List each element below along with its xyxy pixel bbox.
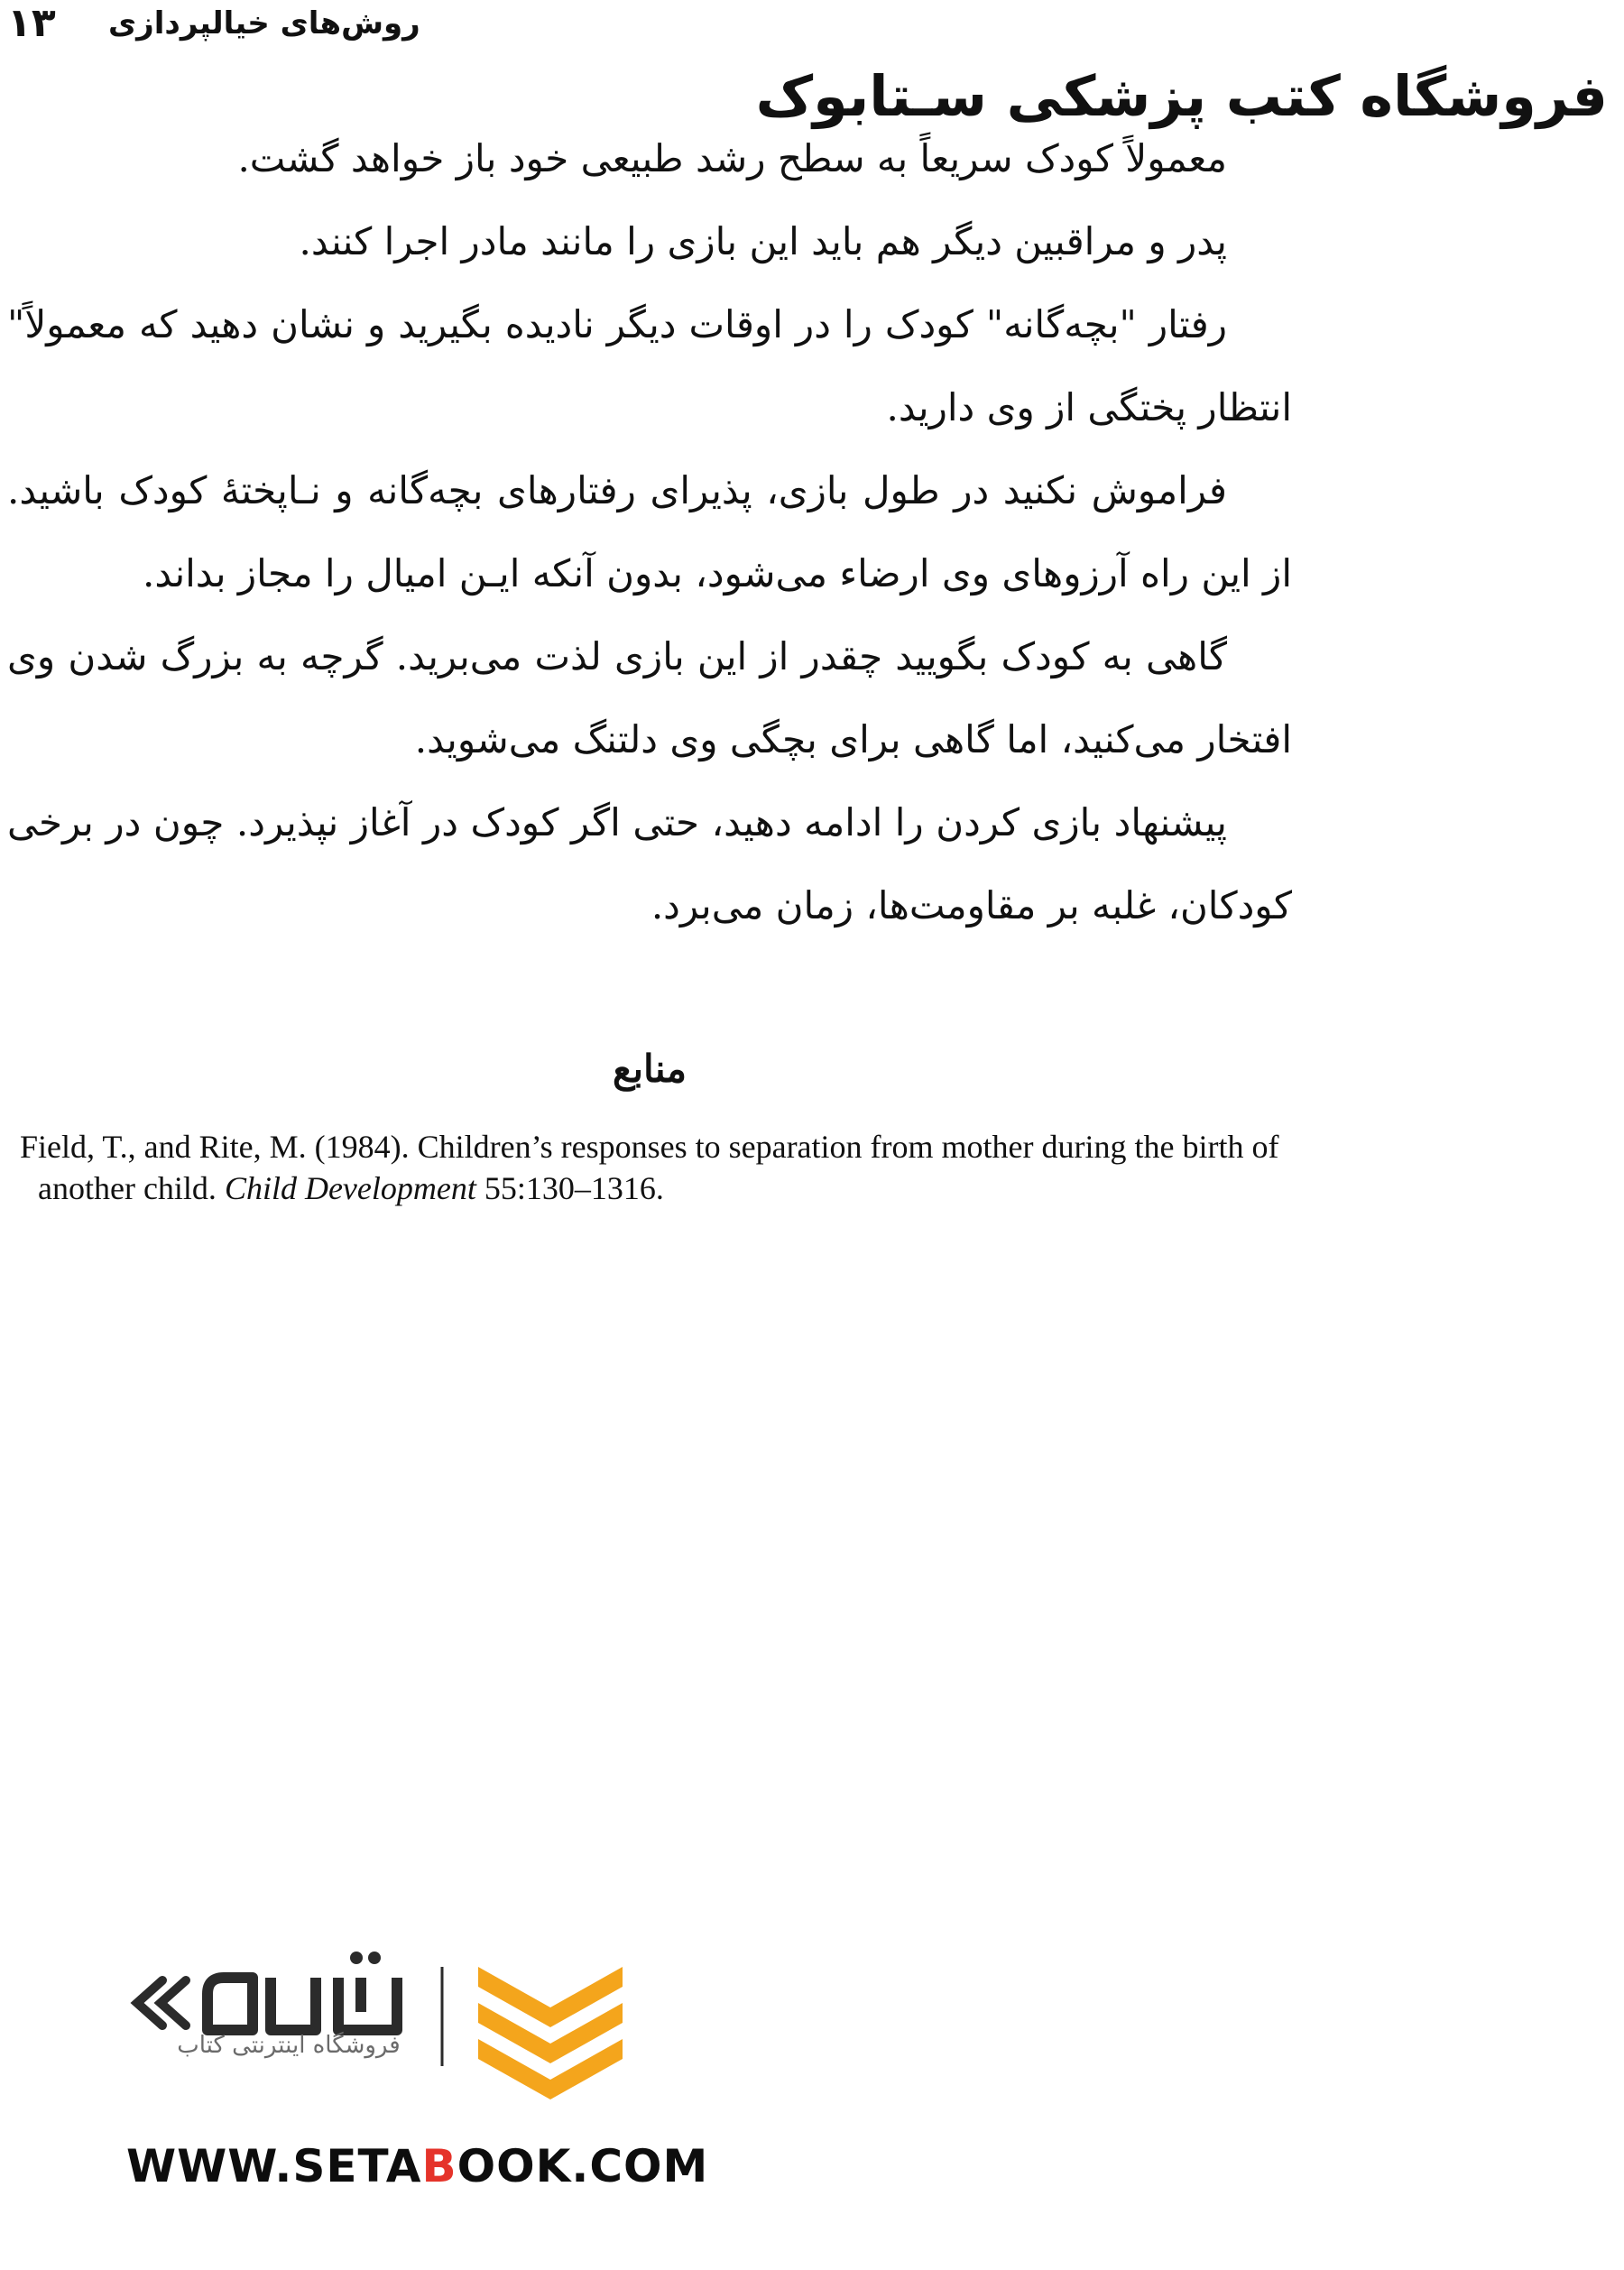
paragraph: معمولاً کودک سریعاً به سطح رشد طبیعی خود باز خواهد گشت. <box>237 136 1227 180</box>
book-chevron-icon <box>478 1967 623 2099</box>
reference-pages: 55:130–1316. <box>484 1170 664 1206</box>
setabook-logo <box>126 1931 709 2219</box>
running-header: روش‌های خیالپردازی <box>108 5 420 42</box>
reference-entry <box>20 1126 1301 1209</box>
paragraph: پیشنهاد بازی کردن را ادامه دهید، حتی اگر کودک در آغاز نپذیرد. چون در برخی کودکان، غلبه بر مقاومت‌ها، زمان می‌برد. <box>7 800 1292 927</box>
reference-journal: Child Development <box>224 1170 476 1206</box>
paragraph: گاهی به کودک بگویید چقدر از این بازی لذت می‌برید. گرچه به بزرگ شدن وی افتخار می‌کنید، اما گاهی برای بچگی وی دلتنگ می‌شوید. <box>7 634 1292 761</box>
reference-main: Field, T., and Rite, M. (1984). Children’s responses to separation from mother during the birth of another child. <box>20 1129 1279 1206</box>
chevron-left-icon <box>137 1980 186 2025</box>
store-watermark-banner: فروشگاه کتب پزشکی سـتابوک <box>755 63 1608 129</box>
paragraph: رفتار "بچه‌گانه" کودک را در اوقات دیگر نادیده بگیرید و نشان دهید که معمولاً" انتظار پختگی از وی دارید. <box>7 302 1292 429</box>
logo-url: WWW.SETABOOK.COM <box>126 2140 709 2192</box>
logo-subtitle: فروشگاه اینترنتی کتاب <box>177 2032 401 2059</box>
page-number: ۱۳ <box>7 0 56 46</box>
body-text <box>7 117 1292 947</box>
paragraph: فراموش نکنید در طول بازی، پذیرای رفتارهای بچه‌گانه و نـاپختهٔ کودک باشید. از این راه آرزوهای وی ارضاء می‌شود، بدون آنکه ایـن امیال را مجاز بداند. <box>7 468 1292 595</box>
references-heading: منابع <box>612 1047 687 1091</box>
brand-wordmark <box>208 1978 397 2030</box>
paragraph: پدر و مراقبین دیگر هم باید این بازی را مانند مادر اجرا کنند. <box>299 219 1227 263</box>
